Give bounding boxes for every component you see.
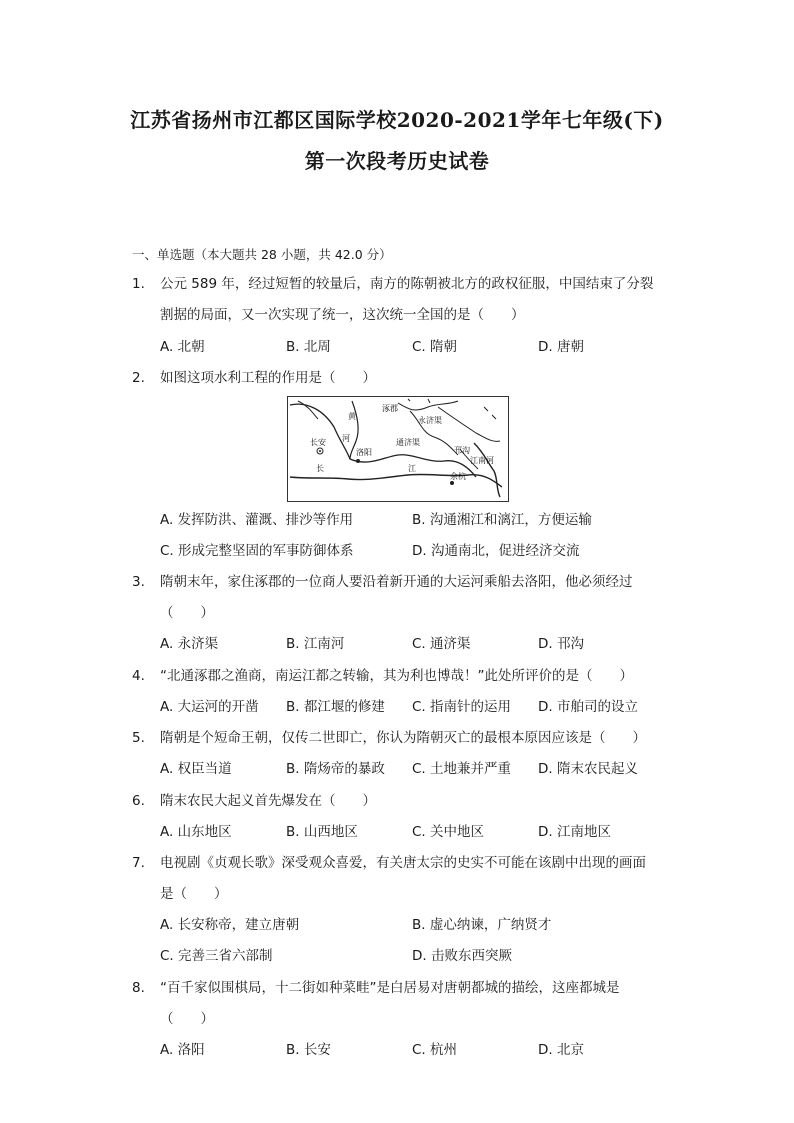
section-heading: 一、单选题（本大题共 28 小题，共 42.0 分） [132, 247, 392, 262]
option-b[interactable]: B. 都江堰的修建 [286, 699, 385, 715]
question-number: 3. [132, 574, 145, 590]
option-a[interactable]: A. 永济渠 [160, 636, 219, 652]
question-text: 电视剧《贞观长歌》深受观众喜爱，有关唐太宗的史实不可能在该剧中出现的画面 [160, 855, 646, 871]
question-text-cont: 是（ ） [160, 886, 228, 902]
label-yongjiqu: 永济渠 [418, 416, 442, 425]
option-d[interactable]: D. 唐朝 [538, 339, 584, 355]
label-chang: 长 [316, 464, 324, 473]
question-text: “百千家似围棋局，十二街如种菜畦”是白居易对唐朝都城的描绘，这座都城是 [160, 980, 620, 996]
label-jiangnanhe: 江南河 [470, 456, 494, 465]
question-text-cont: （ ） [160, 1011, 214, 1027]
label-zhuojun: 涿郡 [382, 404, 398, 413]
question-text-cont: 割据的局面，又一次实现了统一，这次统一全国的是（ ） [160, 307, 525, 323]
question-number: 7. [132, 855, 145, 871]
option-b[interactable]: B. 虚心纳谏，广纳贤才 [412, 917, 552, 933]
label-hangou: 邗沟 [454, 446, 470, 455]
map-figure [288, 397, 508, 501]
question-text: 隋朝末年，家住涿郡的一位商人要沿着新开通的大运河乘船去洛阳，他必须经过 [160, 574, 633, 590]
option-c[interactable]: C. 杭州 [412, 1042, 458, 1058]
option-a[interactable]: A. 洛阳 [160, 1042, 205, 1058]
question-text: “北通涿郡之渔商，南运江都之转输，其为利也博哉！”此处所评价的是（ ） [160, 668, 633, 684]
question-number: 6. [132, 793, 145, 809]
grand-canal-map [287, 396, 509, 502]
exam-title-line2: 第一次段考历史试卷 [304, 149, 490, 173]
option-b[interactable]: B. 沟通湘江和漓江，方便运输 [412, 512, 592, 528]
label-tongjiqu: 通济渠 [396, 438, 420, 447]
question-text-cont: （ ） [160, 605, 214, 621]
option-d[interactable]: D. 市舶司的设立 [538, 699, 638, 715]
option-b[interactable]: B. 长安 [286, 1042, 331, 1058]
question-text: 隋朝是个短命王朝，仅传二世即亡，你认为隋朝灭亡的最根本原因应该是（ ） [160, 730, 646, 746]
question-number: 4. [132, 668, 145, 684]
option-d[interactable]: D. 江南地区 [538, 824, 611, 840]
label-luoyang: 洛阳 [356, 448, 372, 457]
option-a[interactable]: A. 北朝 [160, 339, 205, 355]
label-yuhang: 余杭 [450, 472, 466, 481]
label-jiang: 江 [408, 464, 416, 473]
option-c[interactable]: C. 形成完整坚固的军事防御体系 [160, 543, 354, 559]
option-c[interactable]: C. 关中地区 [412, 824, 485, 840]
option-d[interactable]: D. 北京 [538, 1042, 584, 1058]
option-a[interactable]: A. 发挥防洪、灌溉、排沙等作用 [160, 512, 354, 528]
option-d[interactable]: D. 邗沟 [538, 636, 584, 652]
option-c[interactable]: C. 通济渠 [412, 636, 471, 652]
option-a[interactable]: A. 权臣当道 [160, 761, 232, 777]
option-a[interactable]: A. 长安称帝，建立唐朝 [160, 917, 300, 933]
option-d[interactable]: D. 隋末农民起义 [538, 761, 638, 777]
option-a[interactable]: A. 大运河的开凿 [160, 699, 259, 715]
question-text: 如图这项水利工程的作用是（ ） [160, 370, 376, 386]
question-number: 2. [132, 370, 145, 386]
option-b[interactable]: B. 山西地区 [286, 824, 358, 840]
option-b[interactable]: B. 隋炀帝的暴政 [286, 761, 385, 777]
question-number: 1. [132, 276, 145, 292]
option-c[interactable]: C. 土地兼并严重 [412, 761, 512, 777]
option-c[interactable]: C. 指南针的运用 [412, 699, 512, 715]
label-changan: 长安 [310, 438, 326, 447]
option-a[interactable]: A. 山东地区 [160, 824, 232, 840]
question-number: 5. [132, 730, 145, 746]
question-text: 公元 589 年，经过短暂的较量后，南方的陈朝被北方的政权征服，中国结束了分裂 [160, 276, 654, 292]
label-he: 河 [342, 434, 350, 443]
option-c[interactable]: C. 隋朝 [412, 339, 458, 355]
exam-title-line1: 江苏省扬州市江都区国际学校2020-2021学年七年级(下) [130, 108, 664, 132]
question-text: 隋末农民大起义首先爆发在（ ） [160, 793, 376, 809]
label-huang: 黄 [348, 412, 356, 421]
option-c[interactable]: C. 完善三省六部制 [160, 948, 273, 964]
option-b[interactable]: B. 江南河 [286, 636, 345, 652]
option-d[interactable]: D. 击败东西突厥 [412, 948, 512, 964]
question-number: 8. [132, 980, 145, 996]
option-d[interactable]: D. 沟通南北，促进经济交流 [412, 543, 580, 559]
option-b[interactable]: B. 北周 [286, 339, 331, 355]
